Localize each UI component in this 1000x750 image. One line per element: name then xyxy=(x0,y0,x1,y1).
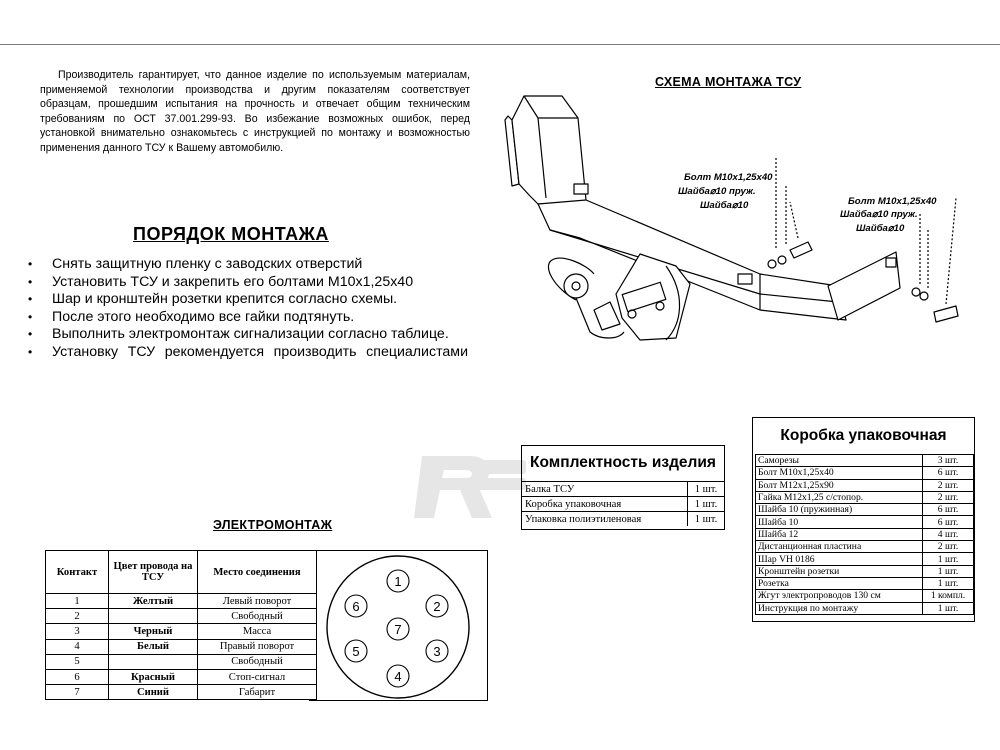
wiring-title: ЭЛЕКТРОМОНТАЖ xyxy=(213,518,333,532)
pack-item-name: Шайба 10 xyxy=(756,516,923,528)
pack-item-qty: 1 шт. xyxy=(923,553,974,565)
header-connection-place: Место соединения xyxy=(198,551,317,594)
contact-cell: 6 xyxy=(46,669,109,684)
table-row xyxy=(756,577,974,589)
pack-item-qty: 2 шт. xyxy=(923,491,974,503)
watermark-logo xyxy=(400,448,530,528)
kit-item-qty: 1 шт. xyxy=(688,482,725,497)
place-cell: Левый поворот xyxy=(198,594,317,609)
table-row xyxy=(46,609,317,624)
pin-3-label: 3 xyxy=(433,644,441,659)
main-beam xyxy=(538,200,846,320)
pack-item-qty: 2 шт. xyxy=(923,479,974,491)
pin-6-label: 6 xyxy=(352,599,360,614)
pin-1-label: 1 xyxy=(394,574,402,589)
left-bolt-label: Болт М10х1,25х40 xyxy=(684,172,773,183)
step-3: • Шар и кронштейн розетки крепится согласно схемы. xyxy=(28,291,468,309)
pack-item-qty: 1 шт. xyxy=(923,602,974,614)
table-row xyxy=(756,565,974,577)
table-row xyxy=(756,602,974,614)
right-bolt-label: Болт М10х1,25х40 xyxy=(848,196,937,207)
contact-cell: 4 xyxy=(46,639,109,654)
mounting-order-title: ПОРЯДОК МОНТАЖА xyxy=(133,224,329,244)
right-bolt-set xyxy=(912,198,958,322)
table-row xyxy=(756,467,974,479)
scheme-title: СХЕМА МОНТАЖА ТСУ xyxy=(655,75,802,89)
kit-item-name: Балка ТСУ xyxy=(522,482,688,497)
table-row xyxy=(46,639,317,654)
place-cell: Масса xyxy=(198,624,317,639)
table-row xyxy=(46,624,317,639)
table-row xyxy=(756,516,974,528)
color-cell: Белый xyxy=(109,639,198,654)
pack-item-qty: 1 шт. xyxy=(923,565,974,577)
table-row xyxy=(756,504,974,516)
pack-item-name: Кронштейн розетки xyxy=(756,565,923,577)
contact-cell: 1 xyxy=(46,594,109,609)
pack-item-name: Розетка xyxy=(756,577,923,589)
color-cell xyxy=(109,654,198,669)
kit-item-qty: 1 шт. xyxy=(688,497,725,512)
table-row xyxy=(756,455,974,467)
left-spring-washer-label: Шайба⌀10 пруж. xyxy=(678,186,756,197)
pack-item-name: Шайба 10 (пружинная) xyxy=(756,504,923,516)
pin-2-label: 2 xyxy=(433,599,441,614)
pack-item-qty: 2 шт. xyxy=(923,541,974,553)
pack-item-name: Болт М10х1,25х40 xyxy=(756,467,923,479)
table-row xyxy=(46,685,317,700)
step-1: • Снять защитную пленку с заводских отверстий xyxy=(28,256,468,274)
pack-item-qty: 1 шт. xyxy=(923,577,974,589)
table-row xyxy=(46,654,317,669)
pack-item-name: Гайка М12х1,25 с/стопор. xyxy=(756,491,923,503)
kit-item-name: Коробка упаковочная xyxy=(522,497,688,512)
right-washer-label: Шайба⌀10 xyxy=(856,223,905,234)
kit-item-name: Упаковка полиэтиленовая xyxy=(522,512,688,527)
pack-item-name: Дистанционная пластина xyxy=(756,541,923,553)
pack-item-name: Жгут электропроводов 130 см xyxy=(756,590,923,602)
table-row xyxy=(756,491,974,503)
pack-item-qty: 3 шт. xyxy=(923,455,974,467)
pack-item-name: Шайба 12 xyxy=(756,528,923,540)
place-cell: Правый поворот xyxy=(198,639,317,654)
towbar-mounting-diagram xyxy=(490,88,990,358)
table-row xyxy=(522,482,724,497)
pack-item-qty: 6 шт. xyxy=(923,516,974,528)
socket-pinout-diagram xyxy=(309,551,487,701)
table-row xyxy=(756,541,974,553)
pack-item-qty: 6 шт. xyxy=(923,467,974,479)
header-wire-color: Цвет провода на ТСУ xyxy=(109,551,198,594)
place-cell: Свободный xyxy=(198,609,317,624)
table-row xyxy=(756,479,974,491)
color-cell: Черный xyxy=(109,624,198,639)
kit-table xyxy=(522,481,724,526)
left-bolt-set xyxy=(768,158,812,268)
right-spring-washer-label: Шайба⌀10 пруж. xyxy=(840,209,918,220)
packing-title: Коробка упаковочная xyxy=(780,427,947,444)
table-row xyxy=(46,594,317,609)
warranty-intro: Производитель гарантирует, что данное изделие по используемым материалам, применяемой технологии производства и другим показателям соответствует образцам, прошедшим испытания на прочность и отвечает общим техническим требованиям по ОСТ 37.001.299-93. Во избежание возможных ошибок, перед установкой внимательно ознакомьтесь с инструкцией по монтажу и возможностью применения данного ТСУ к Вашему автомобилю. xyxy=(40,69,470,154)
color-cell: Красный xyxy=(109,669,198,684)
place-cell: Стоп-сигнал xyxy=(198,669,317,684)
table-row xyxy=(756,528,974,540)
table-row xyxy=(46,669,317,684)
step-2: • Установить ТСУ и закрепить его болтами М10х1,25х40 xyxy=(28,274,468,292)
pack-item-qty: 6 шт. xyxy=(923,504,974,516)
mounting-steps xyxy=(28,256,468,362)
step-5: • Выполнить электромонтаж сигнализации согласно таблице. xyxy=(28,326,468,344)
contact-cell: 2 xyxy=(46,609,109,624)
step-4: • После этого необходимо все гайки подтянуть. xyxy=(28,309,468,327)
table-row xyxy=(522,512,724,527)
wiring-header-row xyxy=(46,551,317,594)
left-washer-label: Шайба⌀10 xyxy=(700,200,749,211)
color-cell xyxy=(109,609,198,624)
top-divider xyxy=(0,44,1000,45)
color-cell: Желтый xyxy=(109,594,198,609)
color-cell: Синий xyxy=(109,685,198,700)
pack-item-name: Болт М12х1,25х90 xyxy=(756,479,923,491)
pack-item-name: Шар VH 0186 xyxy=(756,553,923,565)
pack-item-qty: 1 компл. xyxy=(923,590,974,602)
pack-item-qty: 4 шт. xyxy=(923,528,974,540)
kit-title: Комплектность изделия xyxy=(530,454,716,471)
packing-box xyxy=(752,417,975,622)
wiring-table xyxy=(45,550,317,700)
table-row xyxy=(756,553,974,565)
place-cell: Габарит xyxy=(198,685,317,700)
socket-pinout-cell xyxy=(309,550,488,701)
table-row xyxy=(756,590,974,602)
pack-item-name: Саморезы xyxy=(756,455,923,467)
kit-contents-box xyxy=(521,445,725,530)
place-cell: Свободный xyxy=(198,654,317,669)
contact-cell: 7 xyxy=(46,685,109,700)
pin-7-label: 7 xyxy=(394,622,402,637)
table-row xyxy=(522,497,724,512)
pin-5-label: 5 xyxy=(352,644,360,659)
pack-item-name: Инструкция по монтажу xyxy=(756,602,923,614)
contact-cell: 3 xyxy=(46,624,109,639)
step-6: • Установку ТСУ рекомендуется производить специалистами xyxy=(28,344,468,362)
header-contact: Контакт xyxy=(46,551,109,594)
pin-4-label: 4 xyxy=(394,669,402,684)
packing-table xyxy=(755,454,974,615)
kit-item-qty: 1 шт. xyxy=(688,512,725,527)
contact-cell: 5 xyxy=(46,654,109,669)
